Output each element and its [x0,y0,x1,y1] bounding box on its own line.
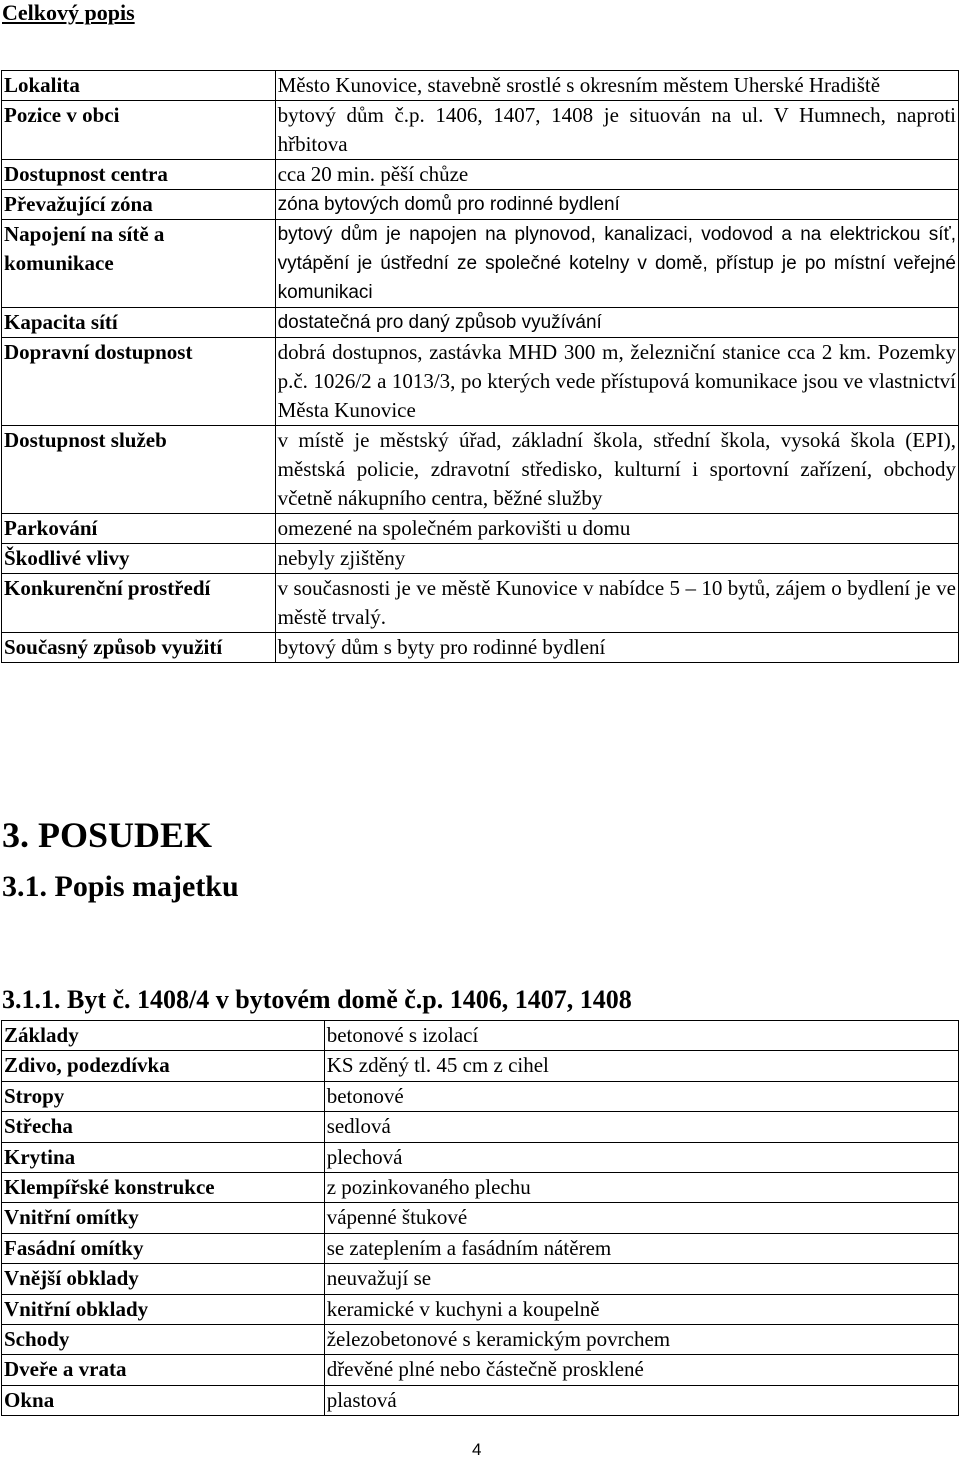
row-value: betonové s izolací [324,1021,958,1051]
table-row [2,308,959,338]
subsection-heading: 3.1.1. Byt č. 1408/4 v bytovém domě č.p. 1406, 1407, 1408 [2,985,632,1014]
row-value: omezené na společném parkovišti u domu [275,514,958,544]
table-row [2,1325,959,1355]
table-row [2,1051,959,1081]
row-label: Škodlivé vlivy [2,544,276,574]
row-value: bytový dům č.p. 1406, 1407, 1408 je situován na ul. V Humnech, naproti hřbitova [275,101,958,160]
row-label: Kapacita sítí [2,308,276,338]
table-row [2,1203,959,1233]
table-row [2,1112,959,1142]
table-row [2,1264,959,1294]
row-value: plastová [324,1385,958,1415]
row-label: Zdivo, podezdívka [2,1051,325,1081]
row-label: Dostupnost služeb [2,426,276,514]
table-row [2,101,959,160]
row-value: se zateplením a fasádním nátěrem [324,1233,958,1263]
chapter-heading: 3. POSUDEK [2,815,213,855]
row-value: bytový dům s byty pro rodinné bydlení [275,633,958,663]
construction-table [1,1020,959,1416]
row-label: Krytina [2,1142,325,1172]
overview-table [1,70,959,663]
row-value: dobrá dostupnos, zastávka MHD 300 m, železniční stanice cca 2 km. Pozemky p.č. 1026/2 a 1013/3, po kterých vede přístupová komunikace jsou ve vlastnictví Města Kunovice [275,338,958,426]
section-heading: 3.1. Popis majetku [2,870,239,903]
row-value: vápenné štukové [324,1203,958,1233]
table-row [2,1173,959,1203]
row-value: neuvažují se [324,1264,958,1294]
row-value: dřevěné plné nebo částečně prosklené [324,1355,958,1385]
row-value: zóna bytových domů pro rodinné bydlení [275,190,958,220]
row-label: Okna [2,1385,325,1415]
row-label: Lokalita [2,71,276,101]
row-label: Parkování [2,514,276,544]
row-value: sedlová [324,1112,958,1142]
row-label: Klempířské konstrukce [2,1173,325,1203]
row-label: Převažující zóna [2,190,276,220]
table-row [2,1081,959,1111]
row-value: dostatečná pro daný způsob využívání [275,308,958,338]
row-value: v místě je městský úřad, základní škola, střední škola, vysoká škola (EPI), městská policie, zdravotní středisko, kulturní i sportovní zařízení, obchody včetně nákupního centra, běžné služby [275,426,958,514]
table-row [2,160,959,190]
row-label: Střecha [2,1112,325,1142]
row-label: Dveře a vrata [2,1355,325,1385]
row-label: Schody [2,1325,325,1355]
row-value: Město Kunovice, stavebně srostlé s okresním městem Uherské Hradiště [275,71,958,101]
row-label: Dostupnost centra [2,160,276,190]
row-value: bytový dům je napojen na plynovod, kanalizaci, vodovod a na elektrickou síť, vytápění je ústřední ze společné kotelny v domě, přístup je po místní veřejné komunikaci [275,220,958,308]
table-row [2,574,959,633]
row-label: Napojení na sítě a komunikace [2,220,276,308]
table-row [2,1385,959,1415]
page-number: 4 [472,1440,482,1459]
row-label: Fasádní omítky [2,1233,325,1263]
table-row [2,1233,959,1263]
row-label: Pozice v obci [2,101,276,160]
table-row [2,544,959,574]
table-row [2,71,959,101]
row-value: betonové [324,1081,958,1111]
row-value: cca 20 min. pěší chůze [275,160,958,190]
row-value: keramické v kuchyni a koupelně [324,1294,958,1324]
row-label: Vnitřní obklady [2,1294,325,1324]
row-label: Stropy [2,1081,325,1111]
table-row [2,1355,959,1385]
table-row [2,514,959,544]
table-row [2,338,959,426]
table-row [2,220,959,308]
row-value: železobetonové s keramickým povrchem [324,1325,958,1355]
table-row [2,190,959,220]
row-label: Vnitřní omítky [2,1203,325,1233]
row-value: KS zděný tl. 45 cm z cihel [324,1051,958,1081]
row-value: v současnosti je ve městě Kunovice v nabídce 5 – 10 bytů, zájem o bydlení je ve městě trvalý. [275,574,958,633]
row-label: Konkurenční prostředí [2,574,276,633]
section-title: Celkový popis [2,0,135,25]
table-row [2,1142,959,1172]
table-row [2,633,959,663]
table-row [2,1294,959,1324]
table-row [2,1021,959,1051]
row-label: Základy [2,1021,325,1051]
row-label: Současný způsob využití [2,633,276,663]
row-value: nebyly zjištěny [275,544,958,574]
table-row [2,426,959,514]
row-value: plechová [324,1142,958,1172]
row-value: z pozinkovaného plechu [324,1173,958,1203]
row-label: Vnější obklady [2,1264,325,1294]
row-label: Dopravní dostupnost [2,338,276,426]
